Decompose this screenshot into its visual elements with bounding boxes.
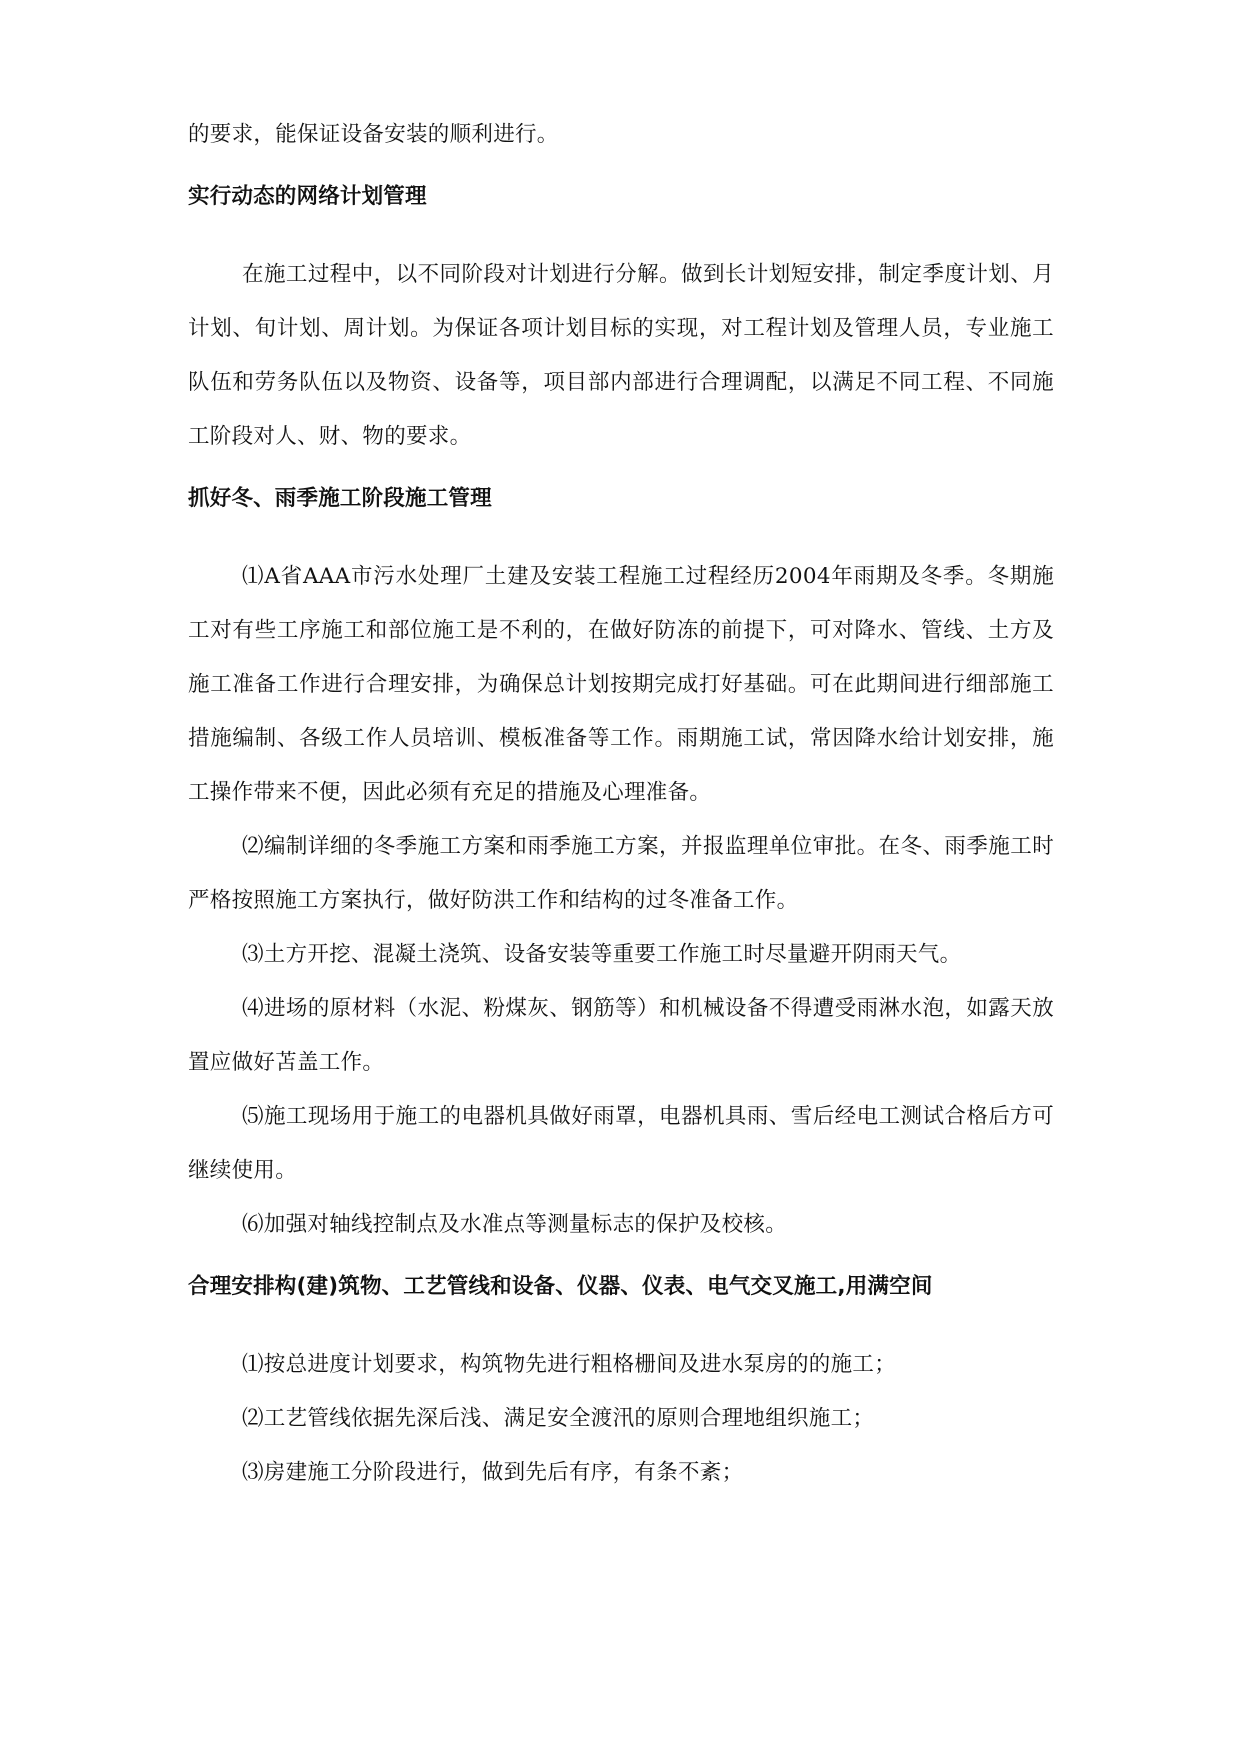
list-item-winter-rain-2: ⑵编制详细的冬季施工方案和雨季施工方案，并报监理单位审批。在冬、雨季施工时严格按照施工方案执行，做好防洪工作和结构的过冬准备工作。 (188, 834, 1054, 913)
list-item-cross-construction-1: ⑴按总进度计划要求，构筑物先进行粗格栅间及进水泵房的的施工； (242, 1352, 897, 1377)
list-item-cross-construction-2: ⑵工艺管线依据先深后浅、满足安全渡汛的原则合理地组织施工； (242, 1406, 875, 1431)
list-item-winter-rain-1: ⑴A省AAA市污水处理厂土建及安装工程施工过程经历2004年雨期及冬季。冬期施工对有些工序施工和部位施工是不利的，在做好防冻的前提下，可对降水、管线、土方及施工准备工作进行合理安排，为确保总计划按期完成打好基础。可在此期间进行细部施工措施编制、各级工作人员培训、模板准备等工作。雨期施工试，常因降水给计划安排，施工操作带来不便，因此必须有充足的措施及心理准备。 (188, 564, 1054, 805)
list-item-winter-rain-3: ⑶土方开挖、混凝土浇筑、设备安装等重要工作施工时尽量避开阴雨天气。 (242, 942, 962, 967)
list-item-cross-construction-3: ⑶房建施工分阶段进行，做到先后有序，有条不紊； (242, 1460, 744, 1485)
paragraph-network-plan: 在施工过程中，以不同阶段对计划进行分解。做到长计划短安排，制定季度计划、月计划、旬计划、周计划。为保证各项计划目标的实现，对工程计划及管理人员，专业施工队伍和劳务队伍以及物资、设备等，项目部内部进行合理调配，以满足不同工程、不同施工阶段对人、财、物的要求。 (188, 262, 1054, 449)
section-heading-winter-rain: 抓好冬、雨季施工阶段施工管理 (188, 486, 492, 511)
intro-continuation-text: 的要求，能保证设备安装的顺利进行。 (188, 122, 559, 147)
list-item-winter-rain-6: ⑹加强对轴线控制点及水准点等测量标志的保护及校核。 (242, 1212, 788, 1237)
list-item-winter-rain-5: ⑸施工现场用于施工的电器机具做好雨罩，电器机具雨、雪后经电工测试合格后方可继续使用。 (188, 1104, 1054, 1183)
list-item-winter-rain-4: ⑷进场的原材料（水泥、粉煤灰、钢筋等）和机械设备不得遭受雨淋水泡，如露天放置应做好苫盖工作。 (188, 996, 1054, 1075)
section-heading-network-plan: 实行动态的网络计划管理 (188, 184, 427, 209)
section-heading-cross-construction: 合理安排构(建)筑物、工艺管线和设备、仪器、仪表、电气交叉施工,用满空间 (188, 1274, 933, 1299)
document-body (188, 108, 1054, 1500)
